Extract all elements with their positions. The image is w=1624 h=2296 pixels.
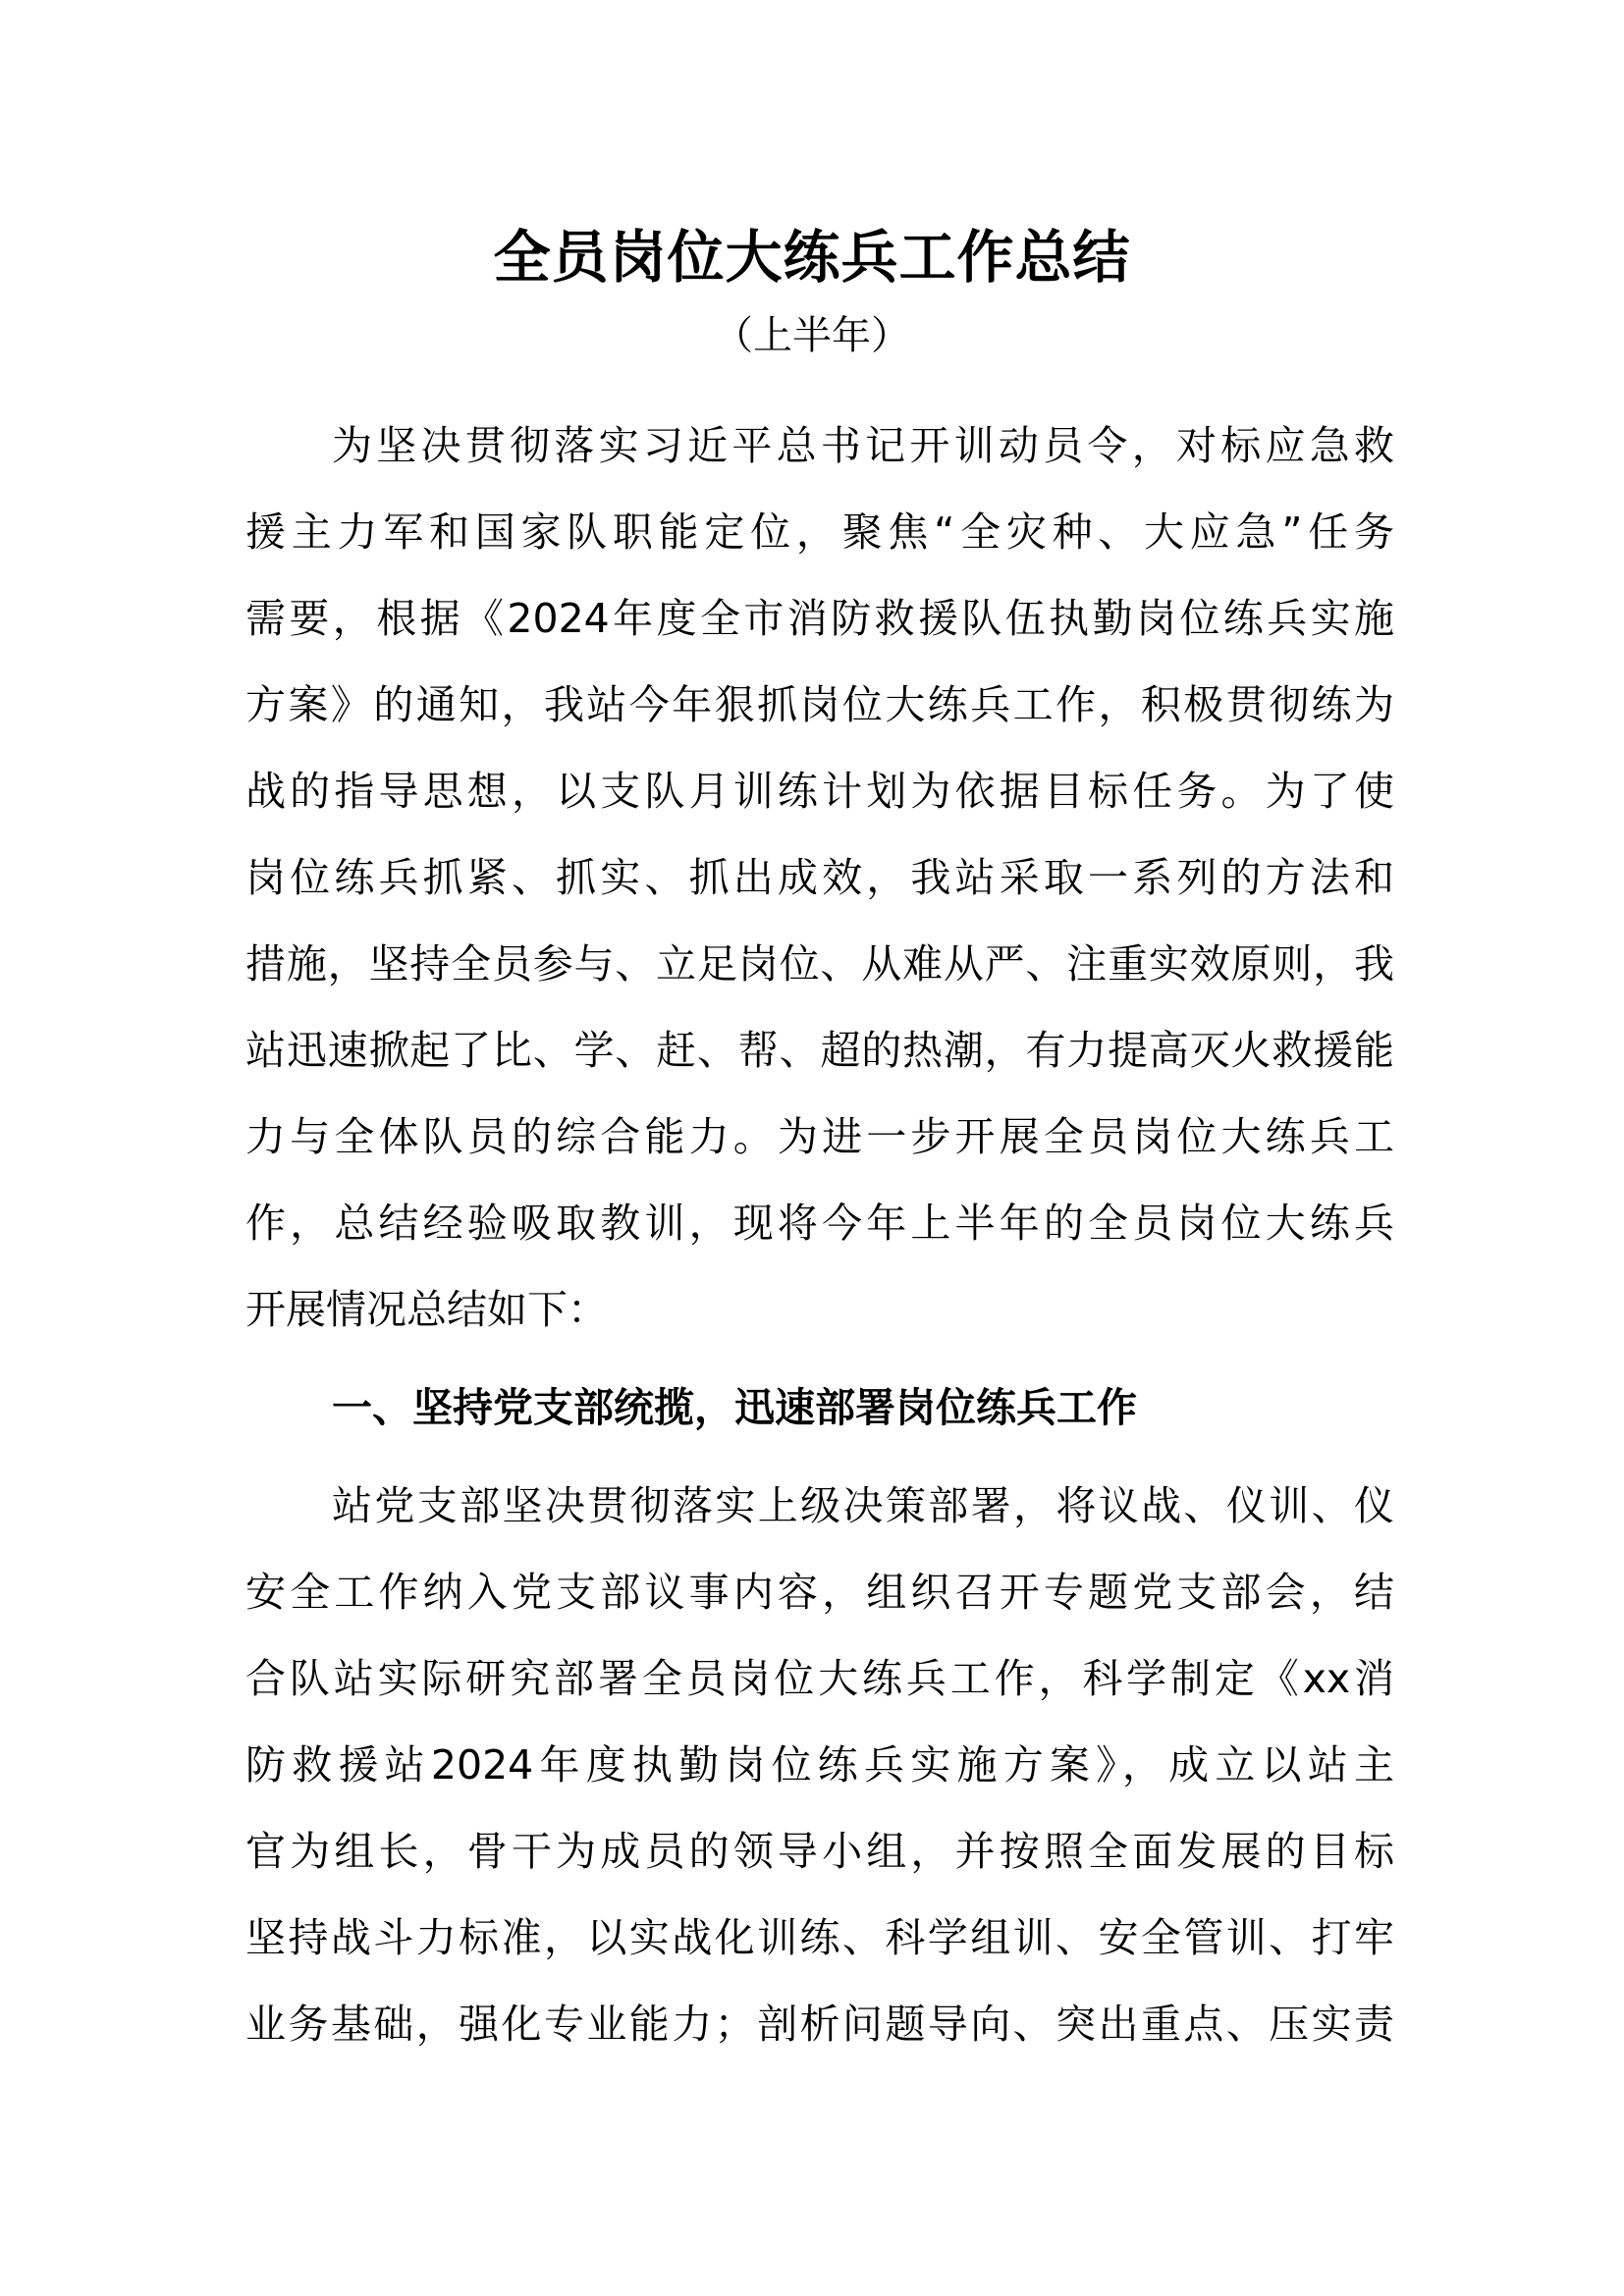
section-line: 业务基础，强化专业能力；剖析问题导向、突出重点、压实责 <box>245 2001 1394 2048</box>
section-line: 安全工作纳入党支部议事内容，组织召开专题党支部会，结 <box>245 1569 1394 1616</box>
intro-line: 援主力军和国家队职能定位，聚焦“全灾种、大应急”任务 <box>245 508 1394 556</box>
section-line: 坚持战斗力标准，以实战化训练、科学组训、安全管训、打牢 <box>245 1914 1394 1961</box>
intro-line: 需要，根据《2024年度全市消防救援队伍执勤岗位练兵实施 <box>245 595 1394 642</box>
document-title: 全员岗位大练兵工作总结 <box>493 224 1131 291</box>
intro-line: 战的指导思想，以支队月训练计划为依据目标任务。为了使 <box>245 768 1394 815</box>
intro-line: 为坚决贯彻落实习近平总书记开训动员令，对标应急救 <box>332 422 1394 469</box>
intro-line: 方案》的通知，我站今年狠抓岗位大练兵工作，积极贯彻练为 <box>245 681 1394 728</box>
intro-line: 站迅速掀起了比、学、赶、帮、超的热潮，有力提高灭火救援能 <box>245 1027 1394 1074</box>
section-line: 站党支部坚决贯彻落实上级决策部署，将议战、仪训、仪 <box>332 1482 1394 1529</box>
section-line: 合队站实际研究部署全员岗位大练兵工作，科学制定《xx消 <box>245 1655 1394 1702</box>
document-subtitle: （上半年） <box>714 313 910 358</box>
section-heading: 一、坚持党支部统揽，迅速部署岗位练兵工作 <box>332 1384 1137 1431</box>
intro-line: 作，总结经验吸取教训，现将今年上半年的全员岗位大练兵 <box>245 1200 1394 1247</box>
section-line: 官为组长，骨干为成员的领导小组，并按照全面发展的目标 <box>245 1828 1394 1875</box>
intro-line: 力与全体队员的综合能力。为进一步开展全员岗位大练兵工 <box>245 1113 1394 1160</box>
intro-line: 岗位练兵抓紧、抓实、抓出成效，我站采取一系列的方法和 <box>245 854 1394 901</box>
intro-line: 开展情况总结如下： <box>245 1286 608 1333</box>
section-line: 防救援站2024年度执勤岗位练兵实施方案》，成立以站主 <box>245 1741 1394 1789</box>
intro-line: 措施，坚持全员参与、立足岗位、从难从严、注重实效原则，我 <box>245 940 1394 988</box>
